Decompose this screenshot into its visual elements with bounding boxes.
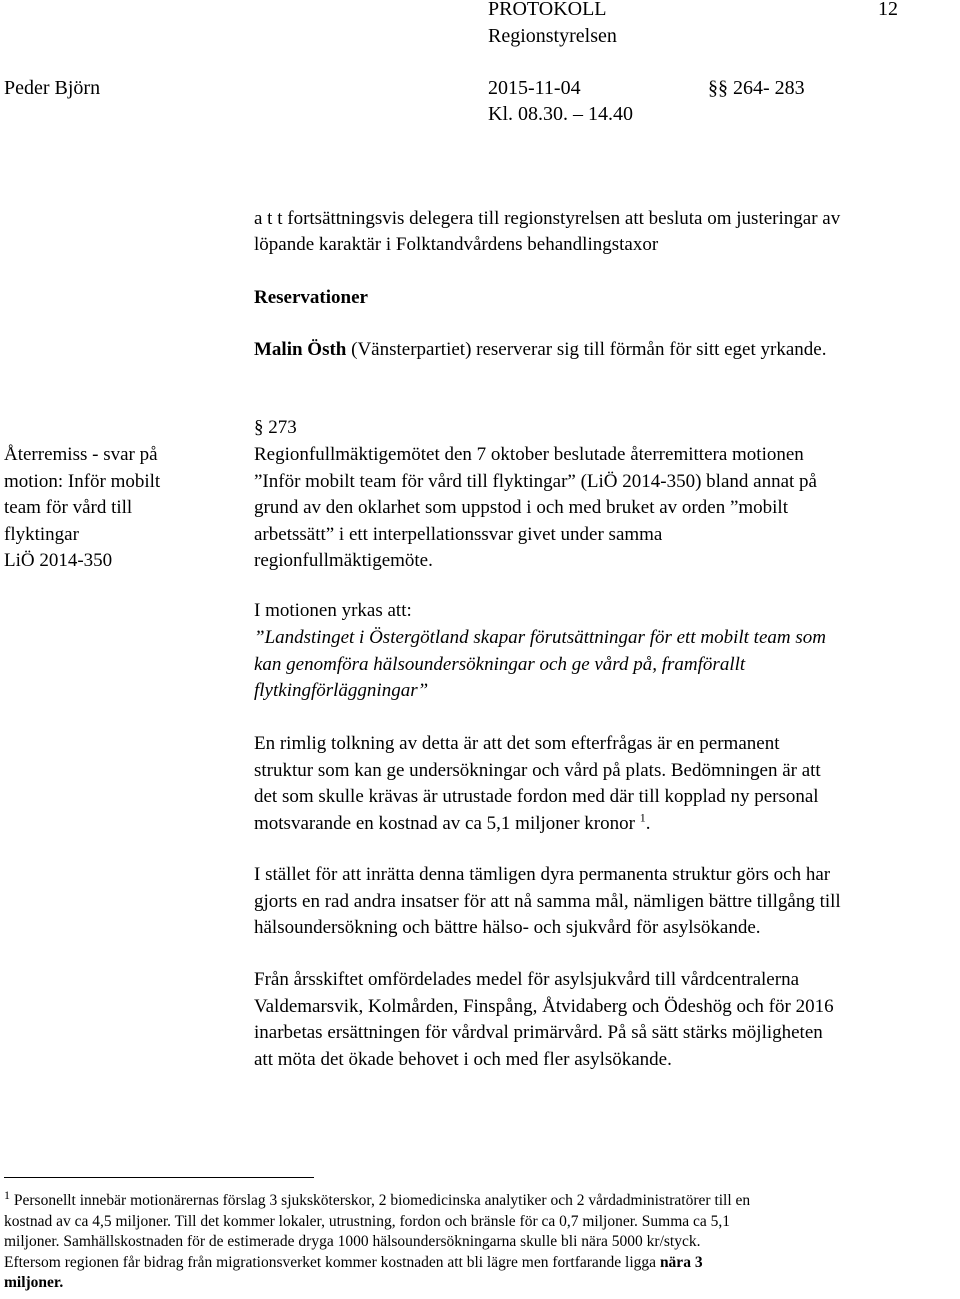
section-range (708, 76, 805, 100)
text-line: gjorts en rad andra insatser för att nå samma mål, nämligen bättre tillgång till (254, 890, 841, 912)
meeting-time: Kl. 08.30. – 14.40 (488, 103, 633, 125)
sidebar-line: Återremiss - svar på (4, 444, 158, 465)
text-line (254, 811, 821, 838)
footnote-line: kostnad av ca 4,5 miljoner. Till det kommer lokaler, utrustning, fordon och bränsle för ca 0,7 miljoner. Summa ca 5,1 (4, 1212, 731, 1230)
text-line: kan genomföra hälsoundersökningar och ge vård på, framförallt (254, 653, 746, 675)
reservations-heading: Reservationer (254, 287, 368, 308)
protokoll-title: PROTOKOLL (488, 0, 607, 20)
footnote-line (4, 1253, 750, 1274)
sidebar-line: motion: Inför mobilt (4, 470, 161, 492)
reservation-line (254, 337, 826, 364)
paragraph-2 (254, 731, 821, 837)
body-name: Regionstyrelsen (488, 25, 617, 47)
text-line: hälsoundersökning och bättre hälso- och sjukvård för asylsökande. (254, 917, 761, 938)
reservation-name: Malin Östh (254, 339, 347, 360)
section-number (254, 415, 297, 442)
intro-line-1: a t t fortsättningsvis delegera till regionstyrelsen att besluta om justeringar av (254, 208, 841, 229)
sidebar-line: LiÖ 2014-350 (4, 550, 113, 571)
text-line: det som skulle krävas är utrustade fordon med där till kopplad ny personal (254, 786, 819, 807)
intro-line-2: löpande karaktär i Folktandvårdens behandlingstaxor (254, 234, 659, 255)
text-line: arbetssätt” i ett interpellationssvar givet under samma (254, 523, 663, 545)
text-span: Personellt innebär motionärernas förslag 3 sjuksköterskor, 2 biomedicinska analytiker och 2 vårdadministratörer till en (10, 1192, 751, 1209)
text-line: struktur som kan ge undersökningar och vård på plats. Bedömningen är att (254, 759, 821, 781)
paragraph-4 (254, 967, 834, 1073)
text-line: Regionfullmäktigemötet den 7 oktober beslutade återremittera motionen (254, 444, 804, 465)
sidebar-line: team för vård till (4, 497, 133, 518)
footnote-line (4, 1187, 751, 1212)
text-line: ”Inför mobilt team för vård till flyktingar” (LiÖ 2014-350) bland annat på (254, 470, 817, 492)
text-line: En rimlig tolkning av detta är att det som efterfrågas är en permanent (254, 733, 780, 754)
section-symbol: § (254, 417, 264, 438)
footnote-bold: nära 3 (659, 1253, 703, 1271)
section-symbol-2: § (718, 77, 728, 99)
text-span: . (645, 812, 651, 834)
motion-quote (254, 625, 826, 705)
footnote-marker: 1 (4, 1187, 10, 1202)
text-line: ”Landstinget i Östergötland skapar förutsättningar för ett mobilt team som (254, 627, 826, 648)
sidebar-title (4, 442, 160, 575)
footnote-line: miljoner. Samhällskostnaden för de estimerade dryga 1000 hälsoundersökningarna skulle bli nära 5000 kr/styck. (4, 1233, 701, 1250)
text-span: Eftersom regionen får bidrag från migrationsverket kommer kostnaden att bli lägre men fortfarande ligga (4, 1253, 660, 1271)
reservation-text: (Vänsterpartiet) reserverar sig till förmån för sitt eget yrkande. (346, 339, 827, 360)
text-line: regionfullmäktigemöte. (254, 550, 433, 571)
paragraph-1 (254, 442, 817, 575)
text-line: att möta det ökade behovet i och med fler asylsökande. (254, 1048, 672, 1070)
section-symbol: § (708, 77, 718, 99)
text-line: I stället för att inrätta denna tämligen dyra permanenta struktur görs och har (254, 864, 831, 885)
text-line: Från årsskiftet omfördelades medel för asylsjukvård till vårdcentralerna (254, 969, 799, 990)
sidebar-line: flyktingar (4, 523, 79, 545)
text-span: motsvarande en kostnad av ca 5,1 miljoner kronor (254, 812, 635, 834)
page-number: 12 (878, 0, 898, 20)
footnote-divider (4, 1177, 314, 1178)
text-line: flytkingförläggningar” (254, 680, 429, 701)
motion-intro: I motionen yrkas att: (254, 600, 412, 621)
text-line: grund av den oklarhet som uppstod i och med bruket av orden ”mobilt (254, 497, 788, 518)
person-name: Peder Björn (4, 77, 101, 99)
text-line: Valdemarsvik, Kolmården, Finspång, Åtvidaberg och Ödeshög och för 2016 (254, 995, 834, 1017)
footnote-ref: 1 (639, 810, 646, 825)
footnote (4, 1187, 751, 1294)
meeting-date: 2015-11-04 (488, 77, 581, 99)
text-line: inarbetas ersättningen för vårdval primärvård. På så sätt stärks möjligheten (254, 1022, 823, 1043)
section-number-value: 273 (268, 417, 297, 438)
footnote-line: miljoner. (4, 1274, 64, 1291)
section-range-value: 264- 283 (733, 77, 805, 99)
paragraph-3 (254, 862, 841, 942)
